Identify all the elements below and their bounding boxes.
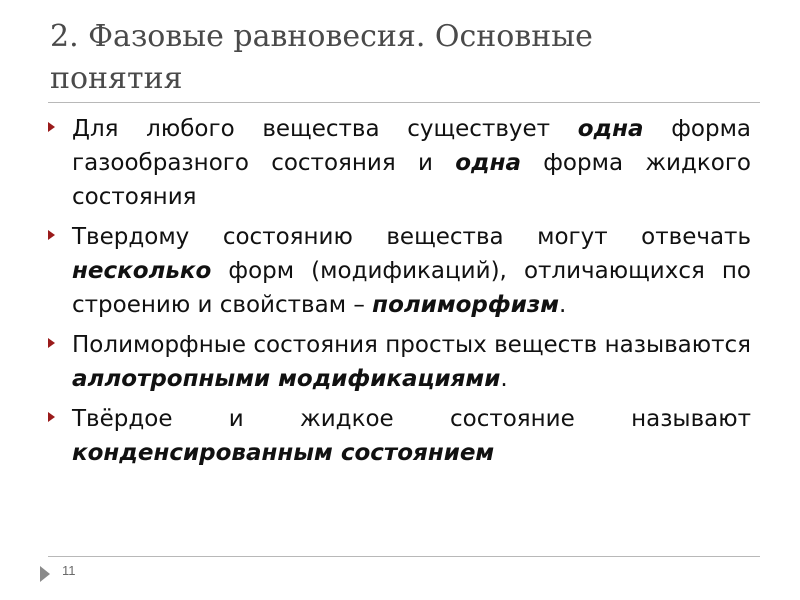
title-line-1: 2. Фазовые равновесия. Основные: [50, 19, 593, 54]
bullet-marker-icon: [48, 230, 55, 240]
title-divider: [48, 102, 760, 103]
bullet-marker-icon: [48, 412, 55, 422]
page-number: 11: [62, 562, 76, 578]
slide-footer: [40, 562, 76, 578]
emphasis-several: несколько: [72, 258, 212, 284]
emphasis-one: одна: [455, 150, 521, 176]
slide-title: [50, 16, 750, 100]
bullet-item-gas-liquid: Для любого вещества существует одна форма газообразного состояния и одна форма жидкого состояния: [48, 112, 751, 214]
emphasis-polymorphism: полиморфизм: [372, 292, 559, 318]
emphasis-condensed-state: конденсированным состоянием: [72, 440, 495, 466]
emphasis-allotropic-modifications: аллотропными модификациями: [72, 366, 501, 392]
bullet-item-polymorphism: Твердому состоянию вещества могут отвечать несколько форм (модификаций), отличающихся по строению и свойствам – полиморфизм.: [48, 220, 751, 322]
bullet-item-allotropy: Полиморфные состояния простых веществ называются аллотропными модификациями.: [48, 328, 751, 396]
bullet-list: [48, 112, 751, 476]
footer-arrow-icon: [40, 566, 50, 582]
bullet-marker-icon: [48, 338, 55, 348]
bullet-item-condensed-state: Твёрдое и жидкое состояние называют конденсированным состоянием: [48, 402, 751, 470]
footer-divider: [48, 556, 760, 557]
emphasis-one: одна: [577, 116, 644, 142]
title-line-2: понятия: [50, 61, 183, 96]
bullet-marker-icon: [48, 122, 55, 132]
